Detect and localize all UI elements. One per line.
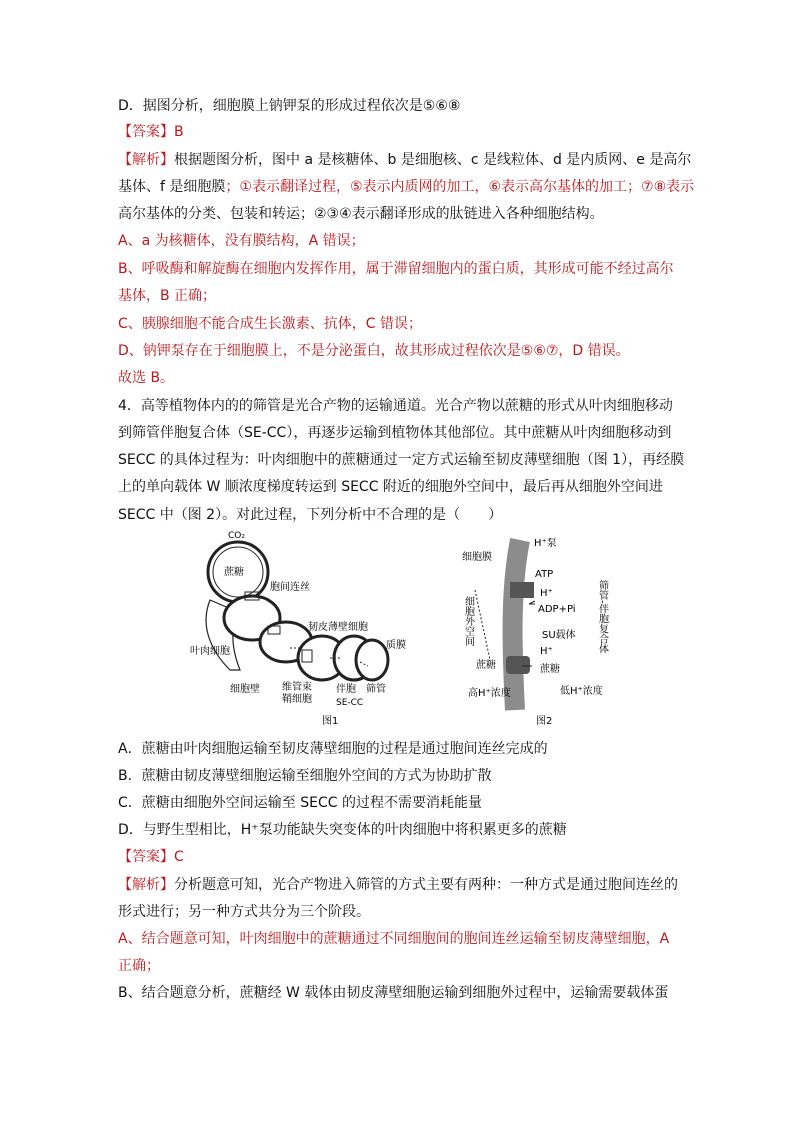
analysis-1-line-3: 高尔基体的分类、包装和转运；②③④表示翻译形成的肽链进入各种细胞结构。 xyxy=(118,206,604,222)
answer-2 xyxy=(118,848,184,866)
secc-complex-label: 筛管-伴胞复合体 xyxy=(596,580,608,654)
option-a: A．蔗糖由叶肉细胞运输至韧皮薄壁细胞的过程是通过胞间连丝完成的 xyxy=(118,741,548,757)
analysis-1-choose: 故选 B。 xyxy=(118,370,175,386)
companion-cell xyxy=(356,640,388,680)
bundle-sheath-label-2: 鞘细胞 xyxy=(282,694,312,705)
membrane-band xyxy=(513,540,520,710)
analysis-2-line-1 xyxy=(118,876,678,894)
companion-label: 伴胞 xyxy=(336,684,356,695)
secc-label: SE-CC xyxy=(336,698,364,708)
answer-1 xyxy=(118,123,184,141)
analysis-1-line-1 xyxy=(118,151,691,169)
cell-wall-label: 细胞壁 xyxy=(230,684,260,695)
answer-letter: C xyxy=(174,849,184,865)
h-pump-protein xyxy=(510,582,534,598)
figure-1 xyxy=(190,531,406,727)
answer-label: 【答案】 xyxy=(118,849,174,865)
analysis-2-a2: 正确； xyxy=(118,958,160,974)
analysis-2-line-2: 形式进行；另一种方式共分为三个阶段。 xyxy=(118,904,370,920)
figure-1-and-2 xyxy=(190,530,610,735)
analysis-1-b1: B、呼吸酶和解旋酶在细胞内发挥作用，属于滞留细胞内的蛋白质，其形成可能不经过高尔 xyxy=(118,261,674,277)
analysis-1-b2: 基体，B 正确； xyxy=(118,288,217,304)
extracellular-label: 细胞外空间 xyxy=(462,596,474,646)
h-pump-label: H⁺泵 xyxy=(534,538,557,549)
h-ion-label-1: H⁺ xyxy=(540,588,553,599)
dashed-arrow xyxy=(475,590,490,660)
q4-line-2: 到筛管伴胞复合体（SE-CC），再逐步运输到植物体其他部位。其中蔗糖从叶肉细胞移动到 xyxy=(118,425,672,441)
answer-letter: B xyxy=(174,124,184,140)
sucrose-right-label: 蔗糖 xyxy=(540,664,560,675)
analysis-1-a: A、a 为核糖体，没有膜结构，A 错误； xyxy=(118,233,365,249)
analysis-1-line-2 xyxy=(118,178,694,196)
plasmodesmata-label: 胞间连丝 xyxy=(270,582,310,593)
q4-line-1: 4．高等植物体内的的筛管是光合产物的运输通道。光合产物以蔗糖的形式从叶肉细胞移动 xyxy=(118,398,673,414)
atp-label: ATP xyxy=(535,569,554,580)
q4-line-4: 上的单向载体 W 顺浓度梯度转运到 SECC 附近的细胞外空间中，最后再从细胞外空间进 xyxy=(118,479,663,495)
sucrose-label: 蔗糖 xyxy=(224,567,244,578)
analysis-text: 根据题图分析，图中 a 是核糖体、b 是细胞核、c 是线粒体、d 是内质网、e 是高尔 xyxy=(174,152,692,168)
analysis-text-red: ；①表示翻译过程，⑤表示内质网的加工，⑥表示高尔基体的加工；⑦⑧表示 xyxy=(225,179,695,195)
mesophyll-label: 叶肉细胞 xyxy=(190,646,230,657)
high-h-label: 高H⁺浓度 xyxy=(468,688,511,699)
option-d: D．与野生型相比，H⁺泵功能缺失突变体的叶肉细胞中将积累更多的蔗糖 xyxy=(118,822,567,838)
bundle-sheath-label-1: 维管束 xyxy=(282,682,312,693)
analysis-text: 基体、f 是细胞膜 xyxy=(118,179,226,195)
q4-line-3: SECC 的具体过程为：叶肉细胞中的蔗糖通过一定方式运输至韧皮薄壁细胞（图 1），再经膜 xyxy=(118,452,685,468)
plasma-membrane-label: 质膜 xyxy=(386,640,406,651)
co2-label: CO₂ xyxy=(228,531,245,541)
figure-2-caption: 图2 xyxy=(536,716,553,727)
su-carrier-label: SU载体 xyxy=(542,630,576,641)
figure-2 xyxy=(462,537,609,727)
q4-line-5: SECC 中（图 2）。对此过程，下列分析中不合理的是（ ） xyxy=(118,507,503,523)
figures xyxy=(190,530,610,735)
membrane-label: 细胞膜 xyxy=(462,552,492,563)
option-d-top: D．据图分析，细胞膜上钠钾泵的形成过程依次是⑤⑥⑧ xyxy=(118,98,461,114)
option-b: B．蔗糖由韧皮薄壁细胞运输至细胞外空间的方式为协助扩散 xyxy=(118,768,492,784)
analysis-text: 分析题意可知，光合产物进入筛管的方式主要有两种：一种方式是通过胞间连丝的 xyxy=(174,877,678,893)
analysis-1-d: D、钠钾泵存在于细胞膜上，不是分泌蛋白，故其形成过程依次是⑤⑥⑦，D 错误。 xyxy=(118,343,630,359)
adp-label: ADP+Pi xyxy=(538,604,576,615)
h-ion-label-2: H⁺ xyxy=(540,646,553,657)
phloem-parenchyma-label: 韧皮薄壁细胞 xyxy=(308,622,368,633)
analysis-label: 【解析】 xyxy=(118,877,174,893)
arrow-h xyxy=(529,601,535,604)
su-carrier-protein xyxy=(506,656,530,674)
low-h-label: 低H⁺浓度 xyxy=(560,686,603,697)
analysis-label: 【解析】 xyxy=(118,152,174,168)
option-c: C．蔗糖由细胞外空间运输至 SECC 的过程不需要消耗能量 xyxy=(118,795,482,811)
analysis-2-a1: A、结合题意可知，叶肉细胞中的蔗糖通过不同细胞间的胞间连丝运输至韧皮薄壁细胞，A xyxy=(118,931,670,947)
figure-1-caption: 图1 xyxy=(322,716,339,727)
sieve-label: 筛管 xyxy=(366,684,386,695)
answer-label: 【答案】 xyxy=(118,124,174,140)
analysis-1-c: C、胰腺细胞不能合成生长激素、抗体，C 错误； xyxy=(118,316,422,332)
analysis-2-b1: B、结合题意分析，蔗糖经 W 载体由韧皮薄壁细胞运输到细胞外过程中，运输需要载体蛋 xyxy=(118,985,669,1001)
sucrose-left-label: 蔗糖 xyxy=(476,660,496,671)
